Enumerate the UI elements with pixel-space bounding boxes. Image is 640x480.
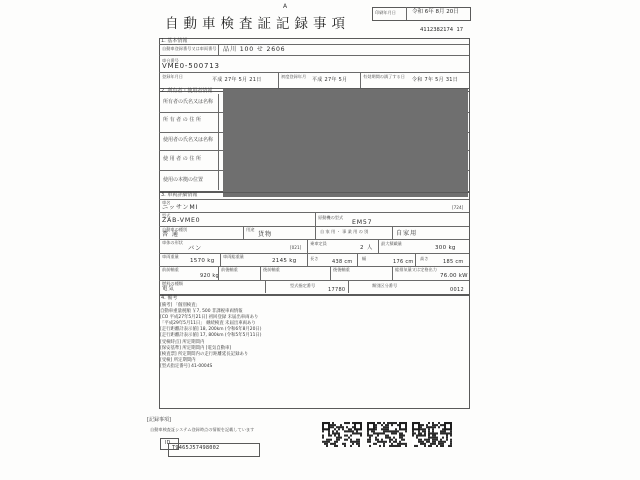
fuel-value: 電気 bbox=[162, 286, 175, 292]
make-code: [724] bbox=[452, 205, 464, 210]
id-label: ID bbox=[165, 440, 171, 446]
rear-front-axle-label: 後前軸重 bbox=[263, 267, 280, 272]
displacement-value: 76.00 kW bbox=[440, 273, 468, 279]
engine-value: EM57 bbox=[352, 219, 373, 226]
class-label: 自動車の種別 bbox=[162, 227, 188, 232]
user-address-label: 使 用 者 の 住 所 bbox=[163, 156, 201, 162]
purpose-value: 自家用 bbox=[396, 230, 417, 237]
make-value: ニッサンMI bbox=[162, 204, 199, 211]
height-label: 高さ bbox=[420, 256, 429, 261]
vehicle-section-title: 3. 車両詳細情報 bbox=[161, 192, 198, 198]
expiry-value: 令和 7年 5月 31日 bbox=[412, 77, 459, 83]
model-label: 型式 bbox=[162, 213, 171, 218]
make-label: 車名 bbox=[162, 200, 171, 205]
front-rear-axle-label: 前後軸重 bbox=[221, 267, 238, 272]
class-number-value: 0012 bbox=[450, 287, 464, 293]
owner-address-label: 所 有 者 の 住 所 bbox=[163, 117, 201, 123]
fuel-label: 燃料の種類 bbox=[162, 281, 183, 286]
remark-line: [走行距離計表示値] 18, 200km (令和6年8月20日) bbox=[160, 327, 262, 333]
expiry-label: 有効期間の満了する日 bbox=[363, 74, 405, 79]
remark-line: 「平成29年5月11日」 継続検査 未届出車両あり bbox=[160, 321, 256, 327]
purpose-label: 自 家 用 ・ 事 業 用 の 別 bbox=[320, 229, 369, 234]
length-label: 長さ bbox=[310, 256, 319, 261]
use-label: 用途 bbox=[246, 227, 255, 232]
max-load-label: 最大積載量 bbox=[381, 241, 402, 246]
weight-label: 車両重量 bbox=[162, 254, 179, 259]
remark-line: [検査票] 所定期間内の走行距離延長記録あり bbox=[160, 351, 249, 357]
owner-section-title: 2. 所有者・使用者情報 bbox=[161, 88, 213, 94]
first-reg-label: 登録年月日 bbox=[162, 74, 183, 79]
vin-value: VME0-500713 bbox=[162, 62, 220, 70]
remark-line: [走行距離計表示値] 17, 800km (令和5年5月11日) bbox=[160, 333, 262, 339]
print-date-value: 令和 6年 8月 20日 bbox=[412, 9, 459, 15]
corner-mark: A bbox=[283, 3, 288, 10]
footer-note: 自動車検査証システム登録時点の情報を記載しています bbox=[150, 427, 255, 432]
qr-code-1 bbox=[322, 422, 362, 447]
type-designation-label: 型式指定番号 bbox=[290, 283, 316, 288]
print-date-label: 印刷年月日 bbox=[375, 10, 396, 15]
gross-label: 車両総重量 bbox=[223, 254, 244, 259]
remark-line: [受検時点] 所定期間内 bbox=[160, 339, 205, 345]
user-name-label: 使用者の氏名又は名称 bbox=[163, 137, 214, 143]
footer-section-title: [記録事項] bbox=[147, 417, 171, 423]
class-value: 普 通 bbox=[162, 231, 179, 238]
document-number: 4112382174 17 bbox=[420, 27, 464, 33]
first-year-label: 初度登録年月 bbox=[281, 74, 307, 79]
vin-label: 車台番号 bbox=[162, 58, 179, 63]
remark-line: [受検] 所定期間内 bbox=[160, 357, 196, 363]
remarks-list bbox=[160, 303, 261, 370]
qr-code-2 bbox=[367, 422, 407, 447]
use-value: 貨物 bbox=[258, 231, 272, 238]
reg-label: 自動車登録番号又は車両番号 bbox=[162, 46, 217, 51]
remark-line: [型式指定番号] 41-0004S bbox=[160, 363, 213, 369]
body-value: バン bbox=[188, 245, 202, 252]
rear-axle-label: 後後軸重 bbox=[333, 267, 350, 272]
remark-line: [CO 平成27年5月21日] 初回登録 未届出車両あり bbox=[160, 315, 259, 321]
remarks-section-title: 4. 備考 bbox=[161, 295, 178, 301]
redacted-block bbox=[223, 89, 468, 197]
max-load-value: 300 kg bbox=[435, 245, 456, 251]
weight-value: 1570 kg bbox=[190, 258, 215, 264]
height-value: 185 cm bbox=[443, 259, 464, 265]
owner-name-label: 所有者の氏名又は名称 bbox=[163, 99, 214, 105]
first-reg-value: 平成 27年 5月 21日 bbox=[212, 77, 262, 83]
body-code: [021] bbox=[290, 245, 302, 250]
gross-value: 2145 kg bbox=[272, 258, 297, 264]
base-location-label: 使用の本拠の位置 bbox=[163, 177, 204, 183]
reg-value: 品川 100 せ 2606 bbox=[223, 46, 286, 53]
width-label: 幅 bbox=[362, 256, 367, 261]
remark-line: [保安基準] 所定期間内 [電気自動車] bbox=[160, 345, 232, 351]
basic-section-title: 1. 基本情報 bbox=[161, 38, 188, 44]
type-designation-value: 17780 bbox=[328, 287, 346, 293]
qr-code-3 bbox=[412, 422, 452, 447]
engine-label: 原動機の型式 bbox=[318, 215, 344, 220]
remark-line: 自動車重量税額 ￥7, 500 非課税車両情報 bbox=[160, 309, 243, 315]
document-title: 自動車検査証記録事項 bbox=[165, 16, 350, 32]
body-label: 車体の形状 bbox=[162, 240, 183, 245]
remark-line: [備考] 「個別検査」 bbox=[160, 303, 200, 308]
displacement-label: 総排気量又は定格出力 bbox=[395, 267, 437, 272]
first-year-value: 平成 27年 5月 bbox=[312, 77, 348, 83]
capacity-label: 乗車定員 bbox=[310, 241, 327, 246]
length-value: 438 cm bbox=[332, 259, 353, 265]
front-axle-label: 前前軸重 bbox=[162, 267, 179, 272]
capacity-value: 2 人 bbox=[360, 245, 374, 251]
class-number-label: 類別区分番号 bbox=[372, 283, 398, 288]
id-value: T9465J57498002 bbox=[172, 445, 220, 451]
width-value: 176 cm bbox=[393, 259, 414, 265]
model-value: ZAB-VME0 bbox=[162, 217, 201, 224]
front-axle-value: 920 kg bbox=[200, 273, 220, 279]
